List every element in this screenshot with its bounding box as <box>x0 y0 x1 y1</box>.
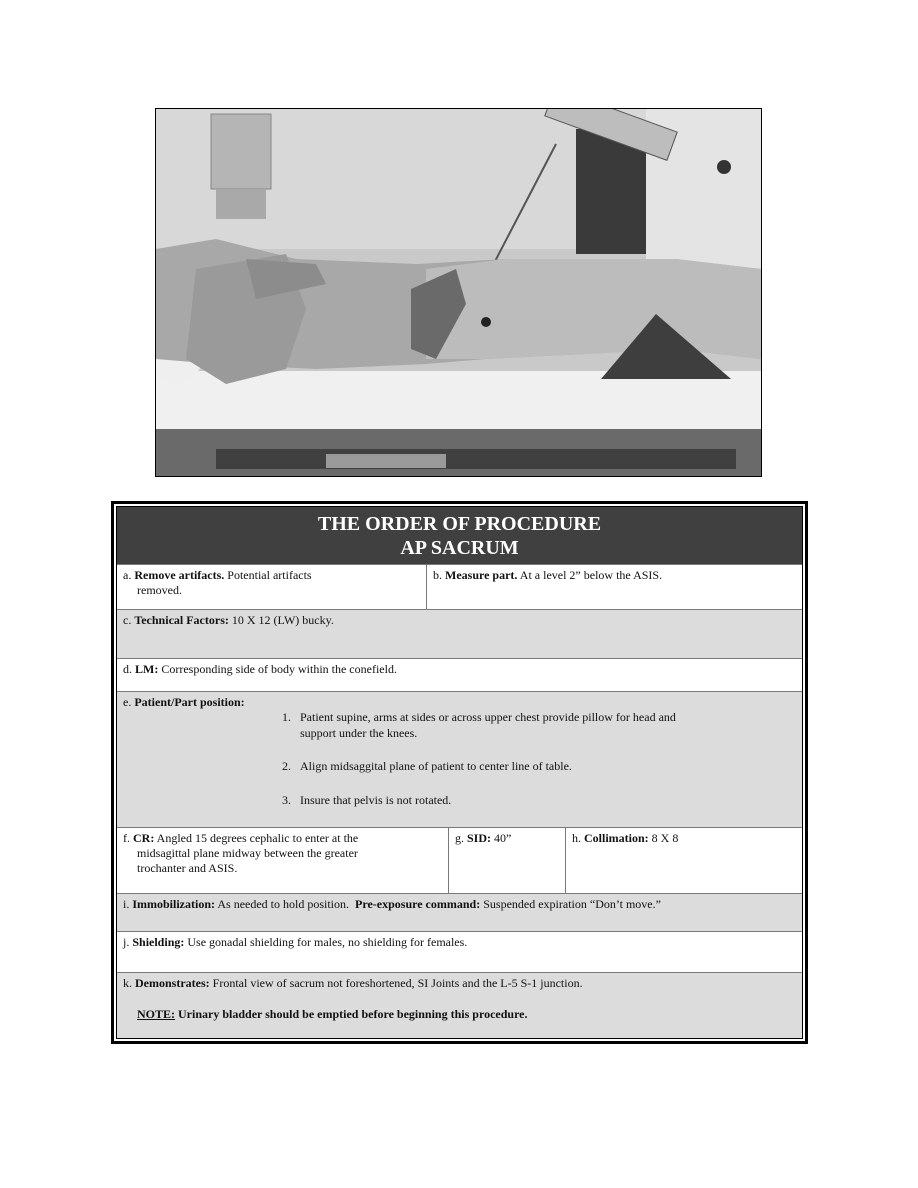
step-text-cont: trochanter and ASIS. <box>137 861 238 875</box>
step-a <box>117 565 426 609</box>
row-d <box>117 658 802 691</box>
step-letter: a. <box>123 568 132 582</box>
procedure-table <box>111 501 808 1044</box>
position-list <box>282 709 772 808</box>
step-label-2: Pre-exposure command: <box>355 897 481 911</box>
item-number: 2. <box>282 759 291 773</box>
position-item-3 <box>282 792 772 808</box>
step-text: Angled 15 degrees cephalic to enter at the <box>156 831 359 845</box>
step-text: Potential artifacts <box>227 568 312 582</box>
row-a-b <box>117 564 802 609</box>
row-k <box>117 972 802 1038</box>
step-label: Remove artifacts. <box>134 568 225 582</box>
item-text: Align midsaggital plane of patient to center line of table. <box>300 759 572 773</box>
step-label: Shielding: <box>132 935 185 949</box>
step-g <box>448 828 565 893</box>
step-c <box>117 610 802 658</box>
step-letter: d. <box>123 662 132 676</box>
row-e <box>117 691 802 827</box>
step-label: Technical Factors: <box>134 613 229 627</box>
title-line-2: AP SACRUM <box>400 537 519 559</box>
step-letter: c. <box>123 613 132 627</box>
step-text: 40” <box>494 831 512 845</box>
position-item-2 <box>282 758 772 774</box>
step-i <box>117 894 802 931</box>
step-letter: b. <box>433 568 442 582</box>
procedure-table-inner <box>116 506 803 1039</box>
note <box>123 1007 796 1022</box>
item-text-cont: support under the knees. <box>300 726 418 740</box>
step-label: Immobilization: <box>132 897 216 911</box>
note-label: NOTE: <box>137 1007 176 1021</box>
step-k <box>117 973 802 1038</box>
step-text: At a level 2” below the ASIS. <box>519 568 663 582</box>
title-line-1: THE ORDER OF PROCEDURE <box>317 513 602 535</box>
step-text: 10 X 12 (LW) bucky. <box>231 613 334 627</box>
step-letter: j. <box>123 935 130 949</box>
row-c <box>117 609 802 658</box>
step-text: As needed to hold position. <box>217 897 350 911</box>
step-text: Use gonadal shielding for males, no shielding for females. <box>187 935 468 949</box>
patient-supine-photo <box>156 109 761 476</box>
step-letter: h. <box>572 831 581 845</box>
item-text: Patient supine, arms at sides or across upper chest provide pillow for head and <box>300 710 676 724</box>
step-label: Measure part. <box>445 568 518 582</box>
step-text: Frontal view of sacrum not foreshortened, SI Joints and the L-5 S-1 junction. <box>212 976 583 990</box>
step-letter: k. <box>123 976 132 990</box>
step-letter: f. <box>123 831 130 845</box>
step-h <box>565 828 802 893</box>
step-text-cont: midsagittal plane midway between the greater <box>137 846 358 860</box>
step-label: SID: <box>467 831 492 845</box>
item-number: 3. <box>282 793 291 807</box>
step-text: Corresponding side of body within the conefield. <box>161 662 397 676</box>
row-f-g-h <box>117 827 802 893</box>
step-f <box>117 828 448 893</box>
step-label: Patient/Part position: <box>134 695 245 709</box>
step-text-cont: removed. <box>137 583 182 597</box>
step-j <box>117 932 802 972</box>
step-letter: i. <box>123 897 130 911</box>
row-j <box>117 931 802 972</box>
note-text: Urinary bladder should be emptied before beginning this procedure. <box>178 1007 528 1021</box>
step-letter: e. <box>123 695 132 709</box>
position-item-1 <box>282 709 772 741</box>
step-label: LM: <box>135 662 159 676</box>
step-label: CR: <box>133 831 155 845</box>
item-number: 1. <box>282 710 291 724</box>
item-text: Insure that pelvis is not rotated. <box>300 793 452 807</box>
procedure-photo <box>155 108 762 477</box>
procedure-title <box>117 507 802 564</box>
step-letter: g. <box>455 831 464 845</box>
step-label: Collimation: <box>584 831 649 845</box>
step-text-2: Suspended expiration “Don’t move.” <box>483 897 661 911</box>
step-d <box>117 659 802 691</box>
step-b <box>426 565 802 609</box>
step-label: Demonstrates: <box>135 976 210 990</box>
row-i <box>117 893 802 931</box>
step-text: 8 X 8 <box>651 831 679 845</box>
